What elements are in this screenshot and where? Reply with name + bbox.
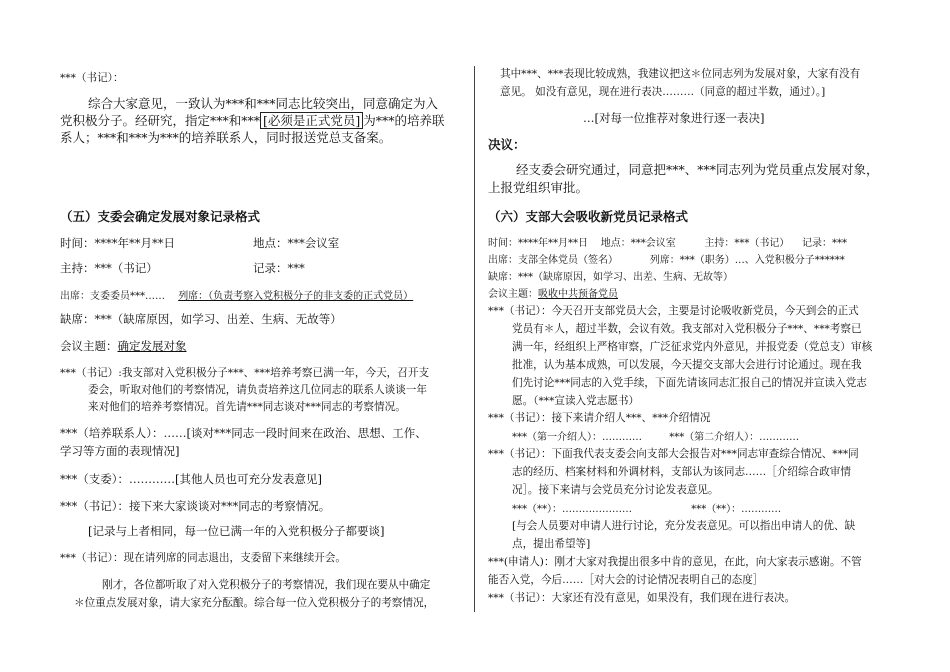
meeting-topic: 会议主题：确定发展对象 — [60, 339, 187, 353]
secretary-label: ***（书记）： — [60, 72, 124, 84]
meeting-time: 时间：****年**月**日 — [60, 236, 175, 250]
record-line: 党员有＊人，超过半数，会议有效。我支部对入党积极分子***、***考察已 — [512, 323, 862, 335]
record-line: 学习等方面的表现情况] — [60, 444, 180, 458]
record-line: ***（书记）：接下来大家谈谈对***同志的考察情况。 — [60, 499, 331, 513]
summary-line: 系人；***和***为***的培养联系人，同时报送党总支备案。 — [60, 130, 392, 145]
record-line: ***（支委）：…………[其他人员也可充分发表意见] — [60, 472, 322, 486]
record-note: 点，提出希望等] — [512, 538, 591, 550]
vote-note: …[对每一位推荐对象进行逐一表决] — [583, 111, 765, 125]
record-line: ＊位重点发展对象，请大家充分酝酿。综合每一位入党积极分子的考察情况， — [74, 597, 435, 609]
record-line: ***（书记）：下面我代表支委会向支部大会报告对***同志审查综合情况、***同 — [488, 448, 859, 460]
absence: 缺席：***（缺席原因，如学习、出差、生病、无故等） — [488, 272, 733, 283]
record-line: 愿。（***宣读入党志愿书） — [512, 395, 640, 407]
summary-line: 综合大家意见，一致认为***和***同志比较突出，同意确定为入 — [88, 96, 439, 111]
record-line: 其中***、***表现比较成熟，我建议把这＊位同志列为发展对象，大家有没有 — [500, 68, 861, 80]
meeting-meta: 时间：****年**月**日 地点：***会议室 主持：***（书记） 记录：*** — [488, 238, 848, 249]
record-note: [与会人员要对申请人进行讨论，充分发表意见。可以指出申请人的优、缺 — [512, 520, 856, 532]
record-line: ***（书记）：接下来请介绍人***、***介绍情况 — [488, 412, 711, 424]
record-line: ***(申请人)：刚才大家对我提出很多中肯的意见，在此，向大家表示感谢。不管 — [488, 556, 862, 568]
record-line: 们先讨论***同志的入党手续，下面先请该同志汇报自己的情况并宣读入党志 — [512, 377, 867, 389]
absence: 缺席：***（缺席原因，如学习、出差、生病、无故等） — [60, 312, 342, 326]
summary-line: 党积极分子。经研究，指定***和*** [必须是正式党员] 为***的培养联 — [60, 113, 445, 128]
left-column — [60, 0, 465, 672]
record-line: 来对他们的培养考察情况。首先请***同志谈对***同志的考察情况。 — [88, 401, 406, 413]
record-line: ***（第一介绍人）：………… ***（第二介绍人）：………… — [512, 432, 800, 443]
record-line: 能否入党，今后……［对大会的讨论情况表明自己的态度］ — [488, 574, 764, 586]
record-line: 意见。 如没有意见，现在进行表决………（同意的超过半数，通过）。] — [500, 86, 826, 98]
record-line: ***（**）：………………… ***（**）：………… — [512, 504, 782, 515]
meeting-recorder: 记录：*** — [253, 261, 305, 275]
record-line: ***（书记）：今天召开支部党员大会，主要是讨论吸收新党员，今天到会的正式 — [488, 305, 859, 317]
resolution-line: 经支委会研究通过，同意把***、***同志列为党员重点发展对象， — [516, 162, 879, 177]
section-title: （六）支部大会吸收新党员记录格式 — [488, 209, 689, 224]
column-divider — [474, 66, 475, 612]
note-box: [必须是正式党员] — [260, 112, 363, 129]
section-title: （五）支委会确定发展对象记录格式 — [60, 209, 261, 224]
record-line: ***（书记）：现在请列席的同志退出，支委留下来继续开会。 — [60, 552, 347, 564]
record-line: 况］。接下来请与会党员充分讨论发表意见。 — [512, 484, 719, 496]
meeting-place: 地点：***会议室 — [253, 236, 340, 250]
record-line: 委会，听取对他们的考察情况，请负责培养这几位同志的联系人谈谈一年 — [88, 384, 427, 396]
record-line: 刚才，各位都听取了对入党积极分子的考察情况，我们现在要从中确定 — [102, 579, 431, 591]
resolution-line: 上报党组织审批。 — [488, 180, 589, 195]
record-line: ***（书记）：大家还有没有意见，如果没有，我们现在进行表决。 — [488, 592, 796, 604]
record-line: ***（书记）:我支部对入党积极分子***、***培养考察已满一年，今天，召开支 — [60, 367, 430, 379]
meeting-meta: 出席：支部全体党员（签名） 列席：***（职务）…、入党积极分子****** — [488, 255, 845, 266]
record-note: [记录与上者相同，每一位已满一年的入党积极分子都要谈] — [88, 524, 385, 538]
record-line: ***（培养联系人）：……[谈对***同志一段时间来在政治、思想、工作、 — [60, 426, 427, 440]
record-line: 满一年，经组织上严格审察，广泛征求党内外意见，并报党委（党总支）审核 — [512, 341, 873, 353]
meeting-host: 主持：***（书记） — [60, 261, 158, 275]
attendance: 出席：支委委员***…… 列席：（负责考察入党积极分子的非支委的正式党员） — [60, 291, 414, 302]
record-line: 批准，认为基本成熟，可以发展，今天提交支部大会进行讨论通过。现在我 — [512, 359, 862, 371]
meeting-topic: 会议主题：吸收中共预备党员 — [488, 289, 618, 300]
resolution-label: 决议： — [488, 137, 526, 152]
record-line: 志的经历、档案材料和外调材料，支部认为该同志……［介绍综合政审情 — [512, 466, 851, 478]
right-column — [488, 0, 898, 672]
